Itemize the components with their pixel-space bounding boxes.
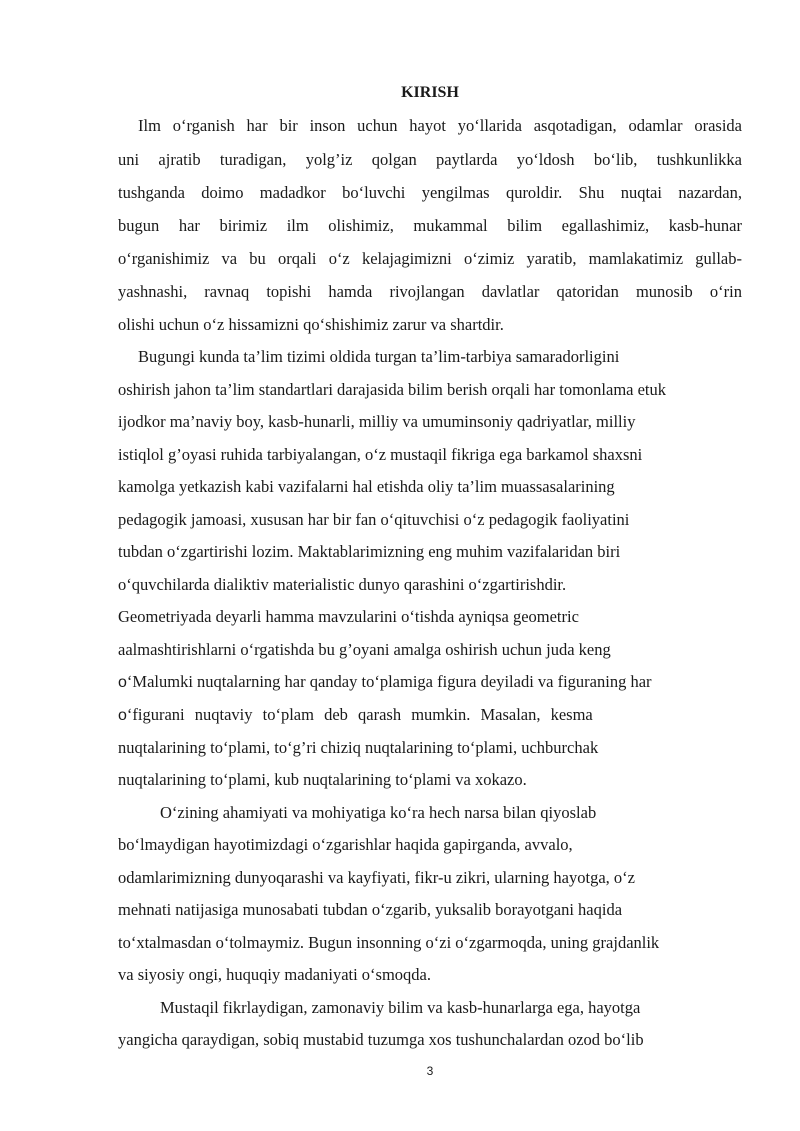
- text-line: ijodkor ma’naviy boy, kasb-hunarli, milliy va umuminsoniy qadriyatlar, milliy: [118, 412, 636, 431]
- text-line: uni ajratib turadigan, yolg’iz qolgan paytlarda yo‘ldosh bo‘lib, tushkunlikka: [118, 150, 742, 169]
- text-segment: ‘Malumki nuqtalarning har qanday to‘plamiga figura deyiladi va figuraning har: [126, 672, 652, 691]
- text-segment: ‘figurani nuqtaviy to‘plam deb qarash mumkin. Masalan, kesma: [126, 705, 593, 724]
- text-line: oshirish jahon ta’lim standartlari darajasida bilim berish orqali har tomonlama etuk: [118, 380, 667, 399]
- text-line: istiqlol g’oyasi ruhida tarbiyalangan, o‘z mustaqil fikriga ega barkamol shaxsni: [118, 445, 643, 464]
- text-line: mehnati natijasiga munosabati tubdan o‘zgarib, yuksalib borayotgani haqida: [118, 900, 623, 919]
- text-line: aalmashtirishlarni o‘rgatishda bu g’oyani amalga oshirish uchun juda keng: [118, 640, 611, 659]
- text-line: [118, 705, 593, 725]
- page-title: KIRISH: [401, 84, 459, 101]
- text-line: pedagogik jamoasi, xususan har bir fan o‘qituvchisi o‘z pedagogik faoliyatini: [118, 510, 630, 529]
- text-line: nuqtalarining to‘plami, to‘g’ri chiziq nuqtalarining to‘plami, uchburchak: [118, 738, 599, 757]
- text-line: O‘zining ahamiyati va mohiyatiga ko‘ra hech narsa bilan qiyoslab: [160, 803, 597, 822]
- text-line: o‘quvchilarda dialiktiv materialistic dunyo qarashini o‘zgartirishdir.: [118, 575, 567, 594]
- page-number: 3: [426, 1064, 434, 1078]
- text-line: olishi uchun o‘z hissamizni qo‘shishimiz zarur va shartdir.: [118, 315, 504, 334]
- text-line: bugun har birimiz ilm olishimiz, mukammal bilim egallashimiz, kasb-hunar: [118, 216, 742, 235]
- text-line: bo‘lmaydigan hayotimizdagi o‘zgarishlar haqida gapirganda, avvalo,: [118, 835, 573, 854]
- text-line: Bugungi kunda ta’lim tizimi oldida turgan ta’lim-tarbiya samaradorligini: [138, 347, 620, 366]
- text-line: to‘xtalmasdan o‘tolmaymiz. Bugun insonning o‘zi o‘zgarmoqda, uning grajdanlik: [118, 933, 660, 952]
- text-line: odamlarimizning dunyoqarashi va kayfiyati, fikr-u zikri, ularning hayotga, o‘z: [118, 868, 635, 887]
- glyph-o: o: [118, 707, 127, 724]
- text-line: tubdan o‘zgartirishi lozim. Maktablarimizning eng muhim vazifalaridan biri: [118, 542, 621, 561]
- text-line: yangicha qaraydigan, sobiq mustabid tuzumga xos tushunchalardan ozod bo‘lib: [118, 1030, 644, 1049]
- text-line: yashnashi, ravnaq topishi hamda rivojlangan davlatlar qatoridan munosib o‘rin: [118, 282, 742, 301]
- text-line: tushganda doimo madadkor bo‘luvchi yengilmas quroldir. Shu nuqtai nazardan,: [118, 183, 742, 202]
- text-line: Mustaqil fikrlaydigan, zamonaviy bilim va kasb-hunarlarga ega, hayotga: [160, 998, 641, 1017]
- text-line: [118, 672, 652, 692]
- text-line: nuqtalarining to‘plami, kub nuqtalarining to‘plami va xokazo.: [118, 770, 527, 789]
- text-line: o‘rganishimiz va bu orqali o‘z kelajagimizni o‘zimiz yaratib, mamlakatimiz gullab-: [118, 249, 742, 268]
- glyph-o: o: [118, 674, 127, 691]
- text-line: va siyosiy ongi, huquqiy madaniyati o‘smoqda.: [118, 965, 432, 984]
- text-line: Ilm o‘rganish har bir inson uchun hayot yo‘llarida asqotadigan, odamlar orasida: [138, 116, 742, 135]
- text-line: Geometriyada deyarli hamma mavzularini o‘tishda ayniqsa geometric: [118, 607, 579, 626]
- text-line: kamolga yetkazish kabi vazifalarni hal etishda oliy ta’lim muassasalarining: [118, 477, 615, 496]
